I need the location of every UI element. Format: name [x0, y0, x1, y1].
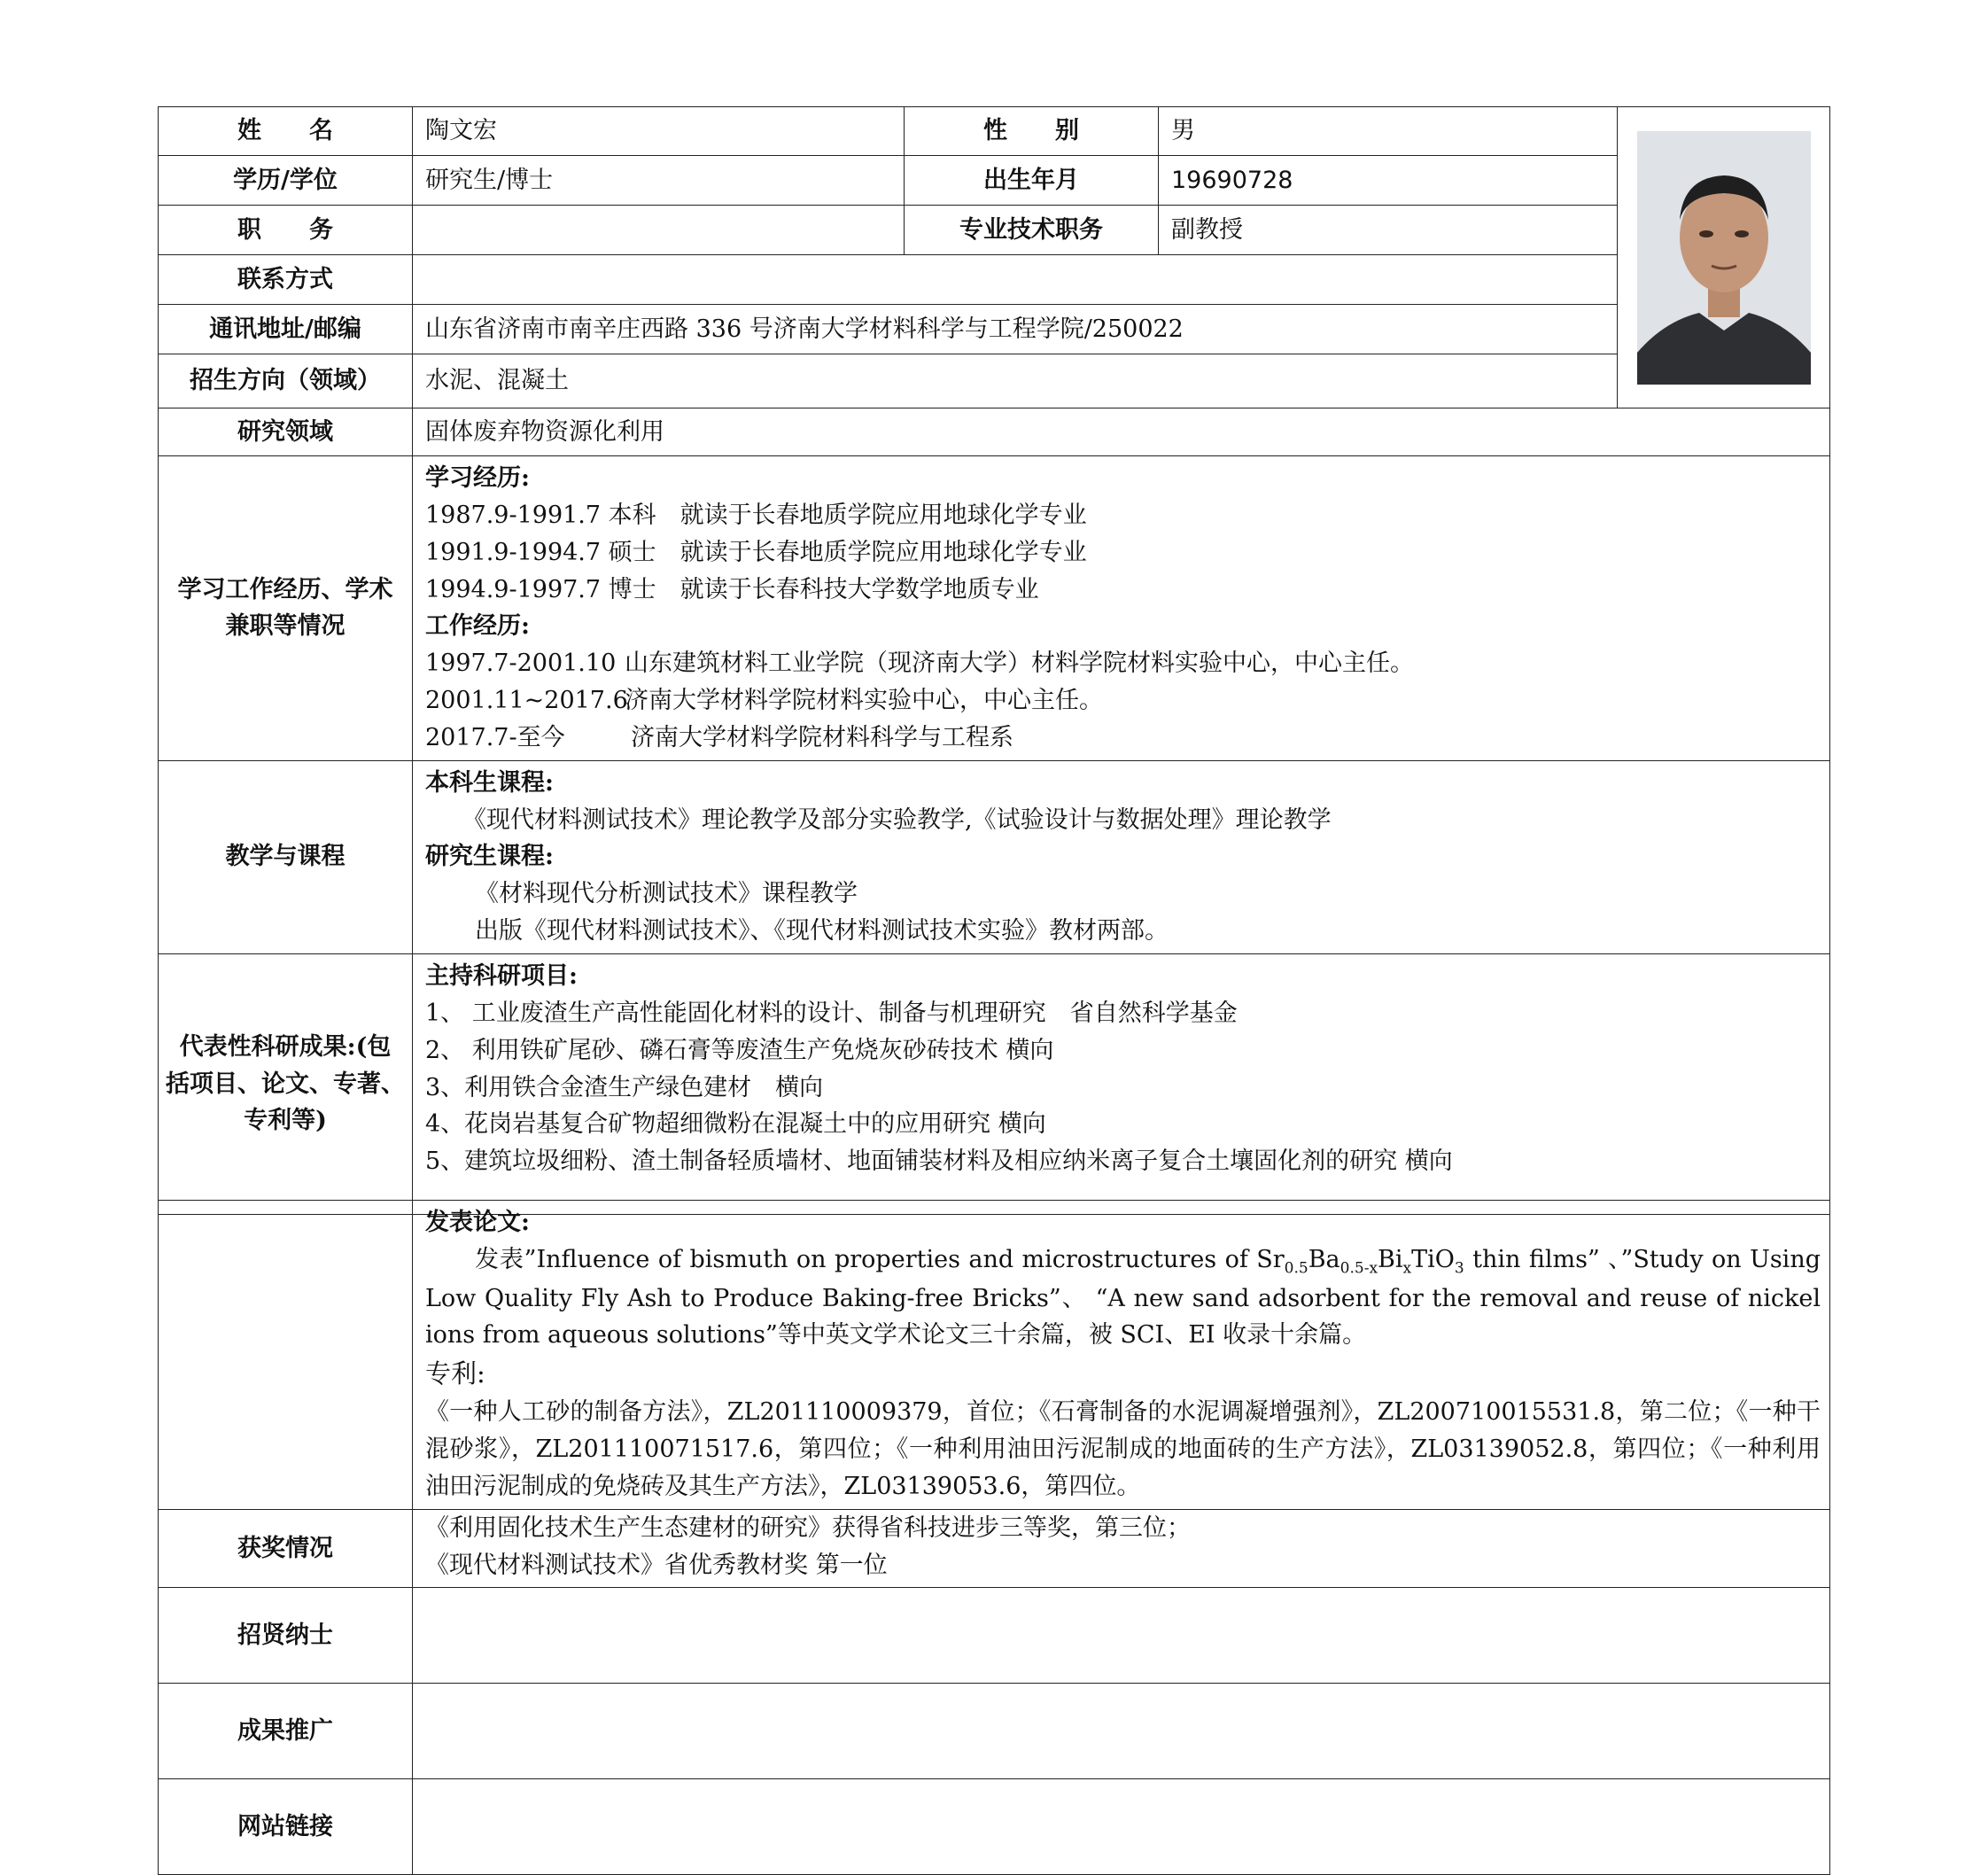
gender-value: 男: [1159, 107, 1618, 156]
work-desc: 山东建筑材料工业学院（现济南大学）材料学院材料实验中心，中心主任。: [625, 650, 1414, 678]
degree-value: 研究生/博士: [413, 156, 905, 206]
recruit-value: [413, 1588, 1830, 1684]
website-label: 网站链接: [159, 1779, 413, 1875]
study-item: 1994.9-1997.7 博士 就读于长春科技大学数学地质专业: [425, 575, 1039, 603]
promotion-value: [413, 1684, 1830, 1779]
experience-label: [159, 456, 413, 761]
papers-text-part: Bi: [1378, 1245, 1403, 1273]
projects-heading: 主持科研项目:: [425, 961, 578, 990]
project-item: 4、花岗岩基复合矿物超细微粉在混凝土中的应用研究 横向: [425, 1110, 1046, 1139]
experience-label-line1: 学习工作经历、学术: [177, 575, 393, 603]
awards-content: [413, 1509, 1830, 1588]
work-period: 2017.7-至今: [425, 723, 565, 751]
work-item: [425, 645, 1821, 682]
papers-heading: 发表论文:: [425, 1209, 530, 1236]
papers-subscript: 0.5-x: [1340, 1259, 1378, 1278]
profile-table-continued: [158, 1200, 1830, 1875]
profile-table: [158, 106, 1830, 1215]
study-item: 1987.9-1991.7 本科 就读于长春地质学院应用地球化学专业: [425, 501, 1087, 529]
teaching-label: 教学与课程: [159, 760, 413, 953]
address-value: 山东省济南市南辛庄西路 336 号济南大学材料科学与工程学院/250022: [413, 305, 1618, 354]
patents-heading: 专利:: [425, 1358, 485, 1389]
achievements-label-line1: 代表性科研成果:(包: [179, 1032, 392, 1061]
project-item: 5、建筑垃圾细粉、渣土制备轻质墙材、地面铺装材料及相应纳米离子复合土壤固化剂的研究 横向: [425, 1148, 1453, 1176]
papers-subscript: x: [1402, 1259, 1412, 1278]
project-item: 1、 工业废渣生产高性能固化材料的设计、制备与机理研究 省自然科学基金: [425, 999, 1238, 1027]
photo-cell: [1618, 107, 1830, 408]
recruit-label: 招贤纳士: [159, 1588, 413, 1684]
papers-subscript: 0.5: [1284, 1259, 1309, 1278]
achievements-label: [159, 953, 413, 1214]
promotion-label: 成果推广: [159, 1684, 413, 1779]
contact-label: 联系方式: [159, 255, 413, 305]
papers-text-part: Ba: [1308, 1245, 1340, 1273]
birth-label: 出生年月: [905, 156, 1159, 206]
work-period: 2001.11~2017.6: [425, 687, 628, 715]
research-label: 研究领域: [159, 408, 413, 456]
study-item: 1991.9-1994.7 硕士 就读于长春地质学院应用地球化学专业: [425, 538, 1087, 566]
award-item: 《利用固化技术生产生态建材的研究》获得省科技进步三等奖，第三位；: [425, 1513, 1191, 1542]
award-item: 《现代材料测试技术》省优秀教材奖 第一位: [425, 1551, 888, 1579]
gender-label: 性 别: [905, 107, 1159, 156]
contact-value: [413, 255, 1618, 305]
work-desc: 济南大学材料学院材料实验中心，中心主任。: [625, 687, 1103, 715]
achievements-label-line2: 括项目、论文、专著、: [166, 1070, 405, 1098]
achievements-content: [413, 953, 1830, 1214]
ug-heading: 本科生课程:: [425, 768, 554, 797]
portrait-photo: [1637, 131, 1811, 385]
research-value: 固体废弃物资源化利用: [413, 408, 1830, 456]
teaching-content: [413, 760, 1830, 953]
pg-heading: 研究生课程:: [425, 843, 554, 871]
achievements-label-line3: 专利等): [244, 1107, 327, 1135]
work-period: 1997.7-2001.10: [425, 650, 617, 678]
project-item: 2、 利用铁矿尾砂、磷石膏等废渣生产免烧灰砂砖技术 横向: [425, 1036, 1054, 1064]
papers-subscript: 3: [1454, 1259, 1464, 1278]
papers-text-part: 发表”Influence of bismuth on properties and microstructures of Sr: [475, 1245, 1285, 1273]
experience-label-line2: 兼职等情况: [225, 612, 346, 641]
website-value[interactable]: [413, 1779, 1830, 1875]
ug-course: 《现代材料测试技术》理论教学及部分实验教学,《试验设计与数据处理》理论教学: [462, 805, 1332, 834]
pg-course: 《材料现代分析测试技术》课程教学: [475, 880, 858, 908]
work-heading: 工作经历:: [425, 612, 530, 641]
textbooks: 出版《现代材料测试技术》、《现代材料测试技术实验》教材两部。: [475, 917, 1169, 945]
birth-value: 19690728: [1159, 156, 1618, 206]
enroll-value: 水泥、混凝土: [413, 354, 1618, 408]
work-item: [425, 720, 1821, 757]
title-value: 副教授: [1159, 206, 1618, 255]
post-label: 职 务: [159, 206, 413, 255]
study-heading: 学习经历:: [425, 464, 530, 492]
enroll-label: 招生方向（领域）: [159, 354, 413, 408]
work-desc: 济南大学材料学院材料科学与工程系: [631, 723, 1013, 751]
papers-content: [413, 1201, 1830, 1510]
papers-label-empty: [159, 1201, 413, 1510]
name-label: 姓 名: [159, 107, 413, 156]
awards-label: 获奖情况: [159, 1509, 413, 1588]
project-item: 3、利用铁合金渣生产绿色建材 横向: [425, 1073, 824, 1101]
address-label: 通讯地址/邮编: [159, 305, 413, 354]
title-label: 专业技术职务: [905, 206, 1159, 255]
degree-label: 学历/学位: [159, 156, 413, 206]
post-value: [413, 206, 905, 255]
work-item: [425, 682, 1821, 720]
papers-text: [425, 1241, 1821, 1354]
papers-text-part: TiO: [1411, 1245, 1455, 1273]
patents-text: 《一种人工砂的制备方法》，ZL201110009379，首位；《石膏制备的水泥调凝增强剂》，ZL200710015531.8，第二位；《一种干混砂浆》，ZL201110071517.6，第四位；《一种利用油田污泥制成的地面砖的生产方法》，ZL03139052.8，第四位；《一种利用油田污泥制成的免烧砖及其生产方法》，ZL03139053.6，第四位。: [425, 1398, 1821, 1500]
name-value: 陶文宏: [413, 107, 905, 156]
papers-text-part: thin films” 、”Study on Using Low Quality Fly Ash to Produce Baking-free Bricks”、 “A new sand adsorbent for the removal and reuse of nickel ions from aqueous solutions”等中英文学术论文三十余篇，被 SCI、EI 收录十余篇。: [425, 1245, 1821, 1350]
experience-content: [413, 456, 1830, 761]
